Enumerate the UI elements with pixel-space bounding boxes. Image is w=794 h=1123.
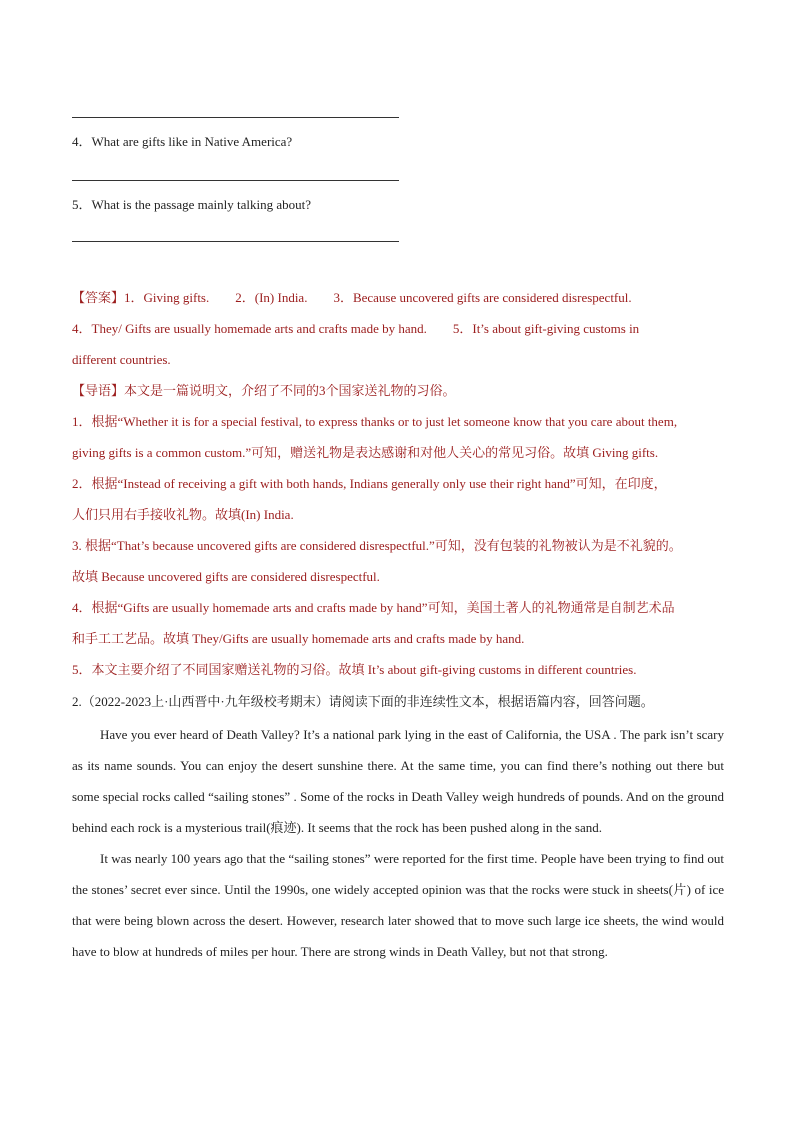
explanation-3-line2: 故填 Because uncovered gifts are considered disrespectful. — [72, 569, 380, 584]
explanation-2-line1: 2．根据“Instead of receiving a gift with both hands, Indians generally only use their right hand”可知，在印度， — [72, 476, 667, 491]
guide-label: 【导语】 — [72, 383, 125, 398]
answer-2: 2．(In) India. — [235, 290, 308, 305]
explanation-4-line1: 4．根据“Gifts are usually homemade arts and crafts made by hand”可知，美国土著人的礼物通常是自制艺术品 — [72, 600, 675, 615]
explanation-3-line1: 3. 根据“That’s because uncovered gifts are considered disrespectful.”可知，没有包装的礼物被认为是不礼貌的。 — [72, 538, 682, 553]
answer-3: 3．Because uncovered gifts are considered disrespectful. — [333, 290, 632, 305]
answer-5-part2: different countries. — [72, 352, 171, 367]
question-2-header: 2.（2022-2023上·山西晋中·九年级校考期末）请阅读下面的非连续性文本，根据语篇内容，回答问题。 — [72, 694, 654, 709]
answer-5-part1: 5．It’s about gift-giving customs in — [452, 321, 640, 336]
answer-blank-line[interactable] — [72, 241, 399, 242]
answer-blank-line[interactable] — [72, 180, 399, 181]
reading-passage — [72, 719, 724, 967]
explanation-5-line1: 5．本文主要介绍了不同国家赠送礼物的习俗。故填 It’s about gift-giving customs in different countries. — [72, 662, 637, 677]
answer-blank-line[interactable] — [72, 117, 399, 118]
explanation-1-line2: giving gifts is a common custom.”可知，赠送礼物是表达感谢和对他人关心的常见习俗。故填 Giving gifts. — [72, 445, 659, 460]
question-4: 4．What are gifts like in Native America? — [72, 134, 293, 149]
answer-1: 1．Giving gifts. — [124, 290, 210, 305]
explanation-4-line2: 和手工工艺品。故填 They/Gifts are usually homemade arts and crafts made by hand. — [72, 631, 525, 646]
answer-4: 4．They/ Gifts are usually homemade arts and crafts made by hand. — [72, 321, 427, 336]
passage-paragraph-1: Have you ever heard of Death Valley? It’s a national park lying in the east of California, the USA . The park isn’t scary as its name sounds. You can enjoy the desert sunshine there. At the same time, you can find there’s nothing out there but some special rocks called “sailing stones” . Some of the rocks in Death Valley weigh hundreds of pounds. And on the ground behind each rock is a mysterious trail(痕迹). It seems that the rock has been pushed along in the sand. — [72, 727, 724, 835]
explanation-1-line1: 1．根据“Whether it is for a special festival, to express thanks or to just let someone know that you care about them, — [72, 414, 678, 429]
answer-section — [72, 282, 724, 685]
guide-intro: 本文是一篇说明文，介绍了不同的3个国家送礼物的习俗。 — [124, 383, 456, 398]
explanation-2-line2: 人们只用右手接收礼物。故填(In) India. — [72, 507, 294, 522]
question-5: 5．What is the passage mainly talking about? — [72, 197, 311, 212]
passage-paragraph-2: It was nearly 100 years ago that the “sailing stones” were reported for the first time. People have been trying to find out the stones’ secret ever since. Until the 1990s, one widely accepted opinion was that the rocks were stuck in sheets(片) of ice that were being blown across the desert. However, research later showed that to move such large ice sheets, the wind would have to blow at hundreds of miles per hour. There are strong winds in Death Valley, but not that strong. — [72, 851, 724, 959]
answer-label: 【答案】 — [72, 290, 125, 305]
